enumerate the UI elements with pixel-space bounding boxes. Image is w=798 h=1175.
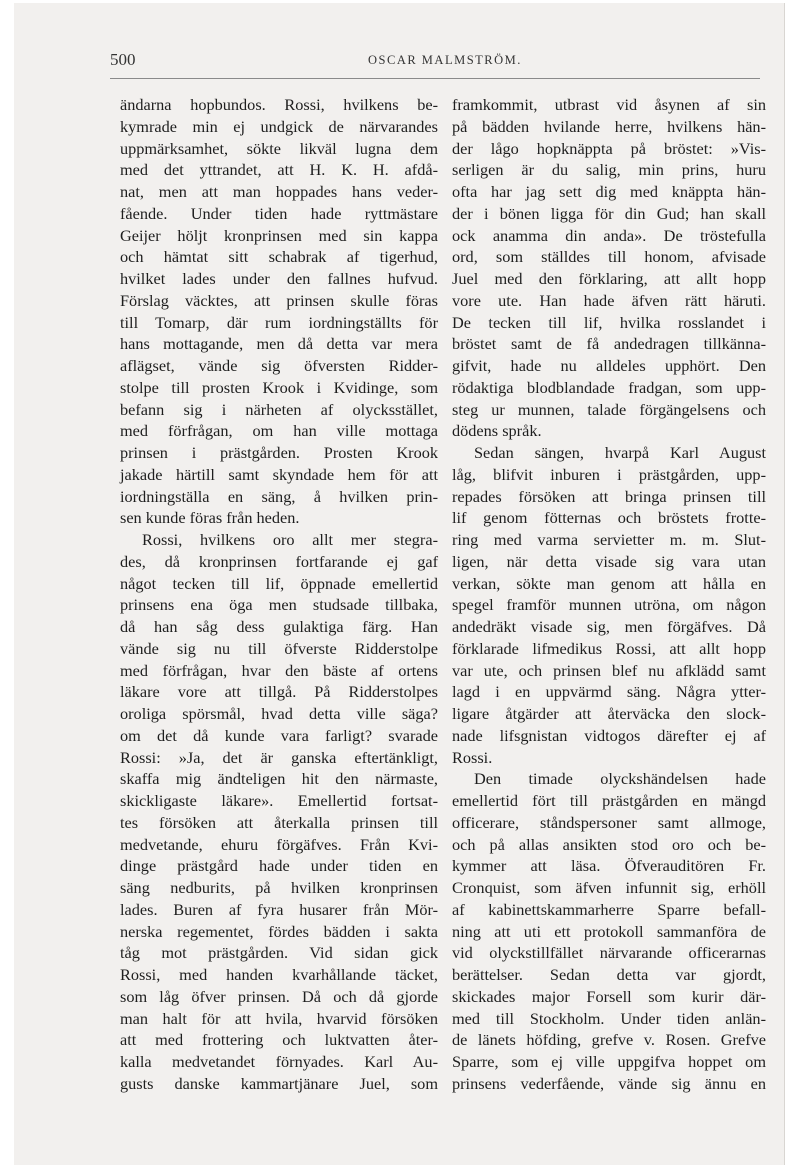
text-line: vore ute. Han hade äfven rätt häruti. (452, 290, 766, 310)
page-number: 500 (110, 50, 136, 69)
text-line: spegel framför munnen utröna, om någon (452, 595, 766, 615)
text-line: de länets höfding, grefve v. Rosen. Grefve (452, 1030, 766, 1050)
text-line: med till Stockholm. Under tiden anlän- (452, 1008, 766, 1028)
text-line: ändarna hopbundos. Rossi, hvilkens be- (120, 95, 438, 114)
text-line: lagd i en uppvärmd säng. Några ytter- (452, 682, 766, 702)
text-line: Rossi, hvilkens oro allt mer stegra- (142, 530, 438, 549)
text-line: medvetande, ehuru förgäfves. Från Kvi- (120, 834, 438, 854)
text-line: Förslag väcktes, att prinsen skulle föras (120, 290, 438, 310)
text-line: läkare vore att tillgå. På Ridderstolpes (120, 682, 438, 702)
text-line: ock anamma din anda». De tröstefulla (452, 225, 766, 245)
text-line: var ute, och prinsen blef nu afklädd samt (452, 660, 766, 680)
text-line: Geijer höljt kronprinsen med sin kappa (120, 225, 438, 245)
text-line: Rossi. (452, 747, 493, 767)
text-line: sen kunde föras från heden. (120, 508, 300, 528)
text-line: kymmer att läsa. Öfverauditören Fr. (452, 856, 766, 876)
text-line: nerska regementet, fördes bädden i sakta (120, 921, 438, 941)
text-line: andedräkt visade sig, men förgäfves. Då (452, 617, 766, 636)
text-line: med förfrågan, om han ville mottaga (120, 421, 438, 441)
text-line: lades. Buren af fyra husarer från Mör- (120, 899, 438, 919)
text-line: dödens språk. (452, 421, 542, 441)
text-line: Rossi, med handen kvarhållande täcket, (120, 965, 438, 984)
text-line: vände sig nu till öfverste Ridderstolpe (120, 638, 438, 658)
text-line: prinsens ena öga men studsade tillbaka, (120, 595, 438, 615)
text-line: om det då kunde vara farligt? svarade (120, 725, 438, 745)
text-line: dinge prästgård hade under tiden en (120, 856, 438, 876)
text-line: skaffa mig ändteligen hit den närmaste, (120, 769, 438, 789)
text-line: De tecken till lif, hvilka rosslandet i (452, 312, 766, 332)
text-line: steg ur munnen, talade förgängelsens och (452, 399, 766, 419)
text-line: lif genom fötternas och bröstets frotte- (452, 508, 766, 528)
text-line: skickades major Forsell som kurir där- (452, 986, 766, 1006)
header-rule (110, 78, 760, 79)
text-line: och på allas ansikten stod oro och be- (452, 834, 766, 854)
text-line: nat, men att man hoppades hans veder- (120, 182, 438, 201)
text-line: Den timade olyckshändelsen hade (474, 769, 766, 789)
text-line: som låg öfver prinsen. Då och då gjorde (120, 986, 438, 1006)
text-line: nade lifsgnistan vidtogos därefter ej af (452, 725, 766, 745)
text-line: uppmärksamhet, sökte likväl lugna dem (120, 138, 438, 158)
text-line: till Tomarp, där rum iordningställts för (120, 312, 438, 332)
text-line: Sparre, som ej ville uppgifva hoppet om (452, 1052, 766, 1071)
text-line: verkan, sökte man genom att hålla en (452, 573, 766, 593)
text-line: iordningställa en säng, å hvilken prin- (120, 486, 438, 506)
text-line: förklarade lifmedikus Rossi, att allt hopp (452, 638, 766, 658)
text-line: ligare åtgärder att återväcka den slock- (452, 704, 766, 723)
right-column (452, 94, 766, 1095)
text-line: tes försöken att återkalla prinsen till (120, 812, 438, 832)
text-line: emellertid fört till prästgården en mängd (452, 791, 766, 810)
text-line: aflägset, vände sig öfversten Ridder- (120, 356, 438, 375)
text-line: bröstet samt de få andedragen tillkänna- (452, 334, 766, 354)
text-line: ning att uti ett protokoll sammanföra de (452, 921, 766, 941)
text-line: repades försöken att bringa prinsen till (452, 486, 766, 506)
text-line: ord, som ställdes till honom, afvisade (452, 247, 766, 267)
text-line: fående. Under tiden hade ryttmästare (120, 203, 438, 223)
text-line: skickligaste läkare». Emellertid fortsat- (120, 791, 438, 810)
text-line: då han såg dess gulaktiga färg. Han (120, 617, 438, 636)
text-line: hans mottagande, men då detta var mera (120, 334, 438, 354)
text-line: ofta har jag sett dig med knäppta hän- (452, 182, 766, 201)
text-line: serligen är du salig, min prins, huru (452, 160, 766, 180)
text-line: tåg mot prästgården. Vid sidan gick (120, 943, 438, 963)
text-line: säng nedburits, på hvilken kronprinsen (120, 878, 438, 897)
text-line: ligen, när detta visade sig vara utan (452, 551, 766, 571)
text-line: Rossi: »Ja, det är ganska eftertänkligt, (120, 747, 438, 767)
text-line: oroliga spörsmål, hvad detta ville säga? (120, 704, 438, 723)
left-column (120, 94, 438, 1095)
text-line: att med frottering och luktvatten åter- (120, 1030, 438, 1050)
text-line: framkommit, utbrast vid åsynen af sin (452, 95, 766, 114)
text-line: Cronquist, som äfven infunnit sig, erhöll (452, 878, 766, 897)
text-line: Juel med den förklaring, att allt hopp (452, 269, 766, 288)
running-head: OSCAR MALMSTRÖM. (368, 53, 522, 67)
text-line: ring med varma servietter m. m. Slut- (452, 530, 766, 549)
text-line: man halt för att hvila, hvarvid försöken (120, 1008, 438, 1028)
text-line: der i bönen ligga för din Gud; han skall (452, 203, 766, 223)
text-line: des, då kronprinsen fortfarande ej gaf (120, 551, 438, 571)
page-header (110, 50, 764, 76)
text-line: officerare, ståndspersoner samt allmoge, (452, 812, 766, 832)
text-line: der lågo hopknäppta på bröstet: »Vis- (452, 138, 766, 158)
text-line: berättelser. Sedan detta var gjordt, (452, 965, 766, 984)
text-line: Sedan sängen, hvarpå Karl August (474, 443, 766, 462)
text-line: med det yttrandet, att H. K. H. afdå- (120, 160, 438, 180)
text-line: rödaktiga blodblandade fradgan, som upp- (452, 377, 766, 397)
text-line: vid olyckstillfället närvarande officerarnas (452, 943, 766, 963)
text-line: prinsen i prästgården. Prosten Krook (120, 443, 438, 462)
text-line: något tecken till lif, öppnade emellertid (120, 573, 438, 593)
text-line: kalla medvetandet förnyades. Karl Au- (120, 1052, 438, 1071)
text-line: gifvit, hade nu alldeles upphört. Den (452, 356, 766, 375)
text-line: på bädden hvilande herre, hvilkens hän- (452, 116, 766, 136)
text-line: och hämtat sitt schabrak af tigerhud, (120, 247, 438, 267)
text-line: låg, blifvit inburen i prästgården, upp- (452, 464, 766, 484)
text-line: af kabinettskammarherre Sparre befall- (452, 899, 766, 919)
text-line: befann sig i närheten af olycksstället, (120, 399, 438, 419)
text-line: kymrade min ej undgick de närvarandes (120, 116, 438, 136)
text-line: jakade härtill samt skyndade hem för att (120, 464, 438, 484)
text-line: gusts danske kammartjänare Juel, som (120, 1073, 438, 1093)
text-line: hvilket lades under den fallnes hufvud. (120, 269, 438, 288)
text-line: prinsens vederfående, vände sig ännu en (452, 1073, 766, 1093)
text-line: med förfrågan, hvar den bäste af ortens (120, 660, 438, 680)
text-line: stolpe till prosten Krook i Kvidinge, som (120, 377, 438, 397)
